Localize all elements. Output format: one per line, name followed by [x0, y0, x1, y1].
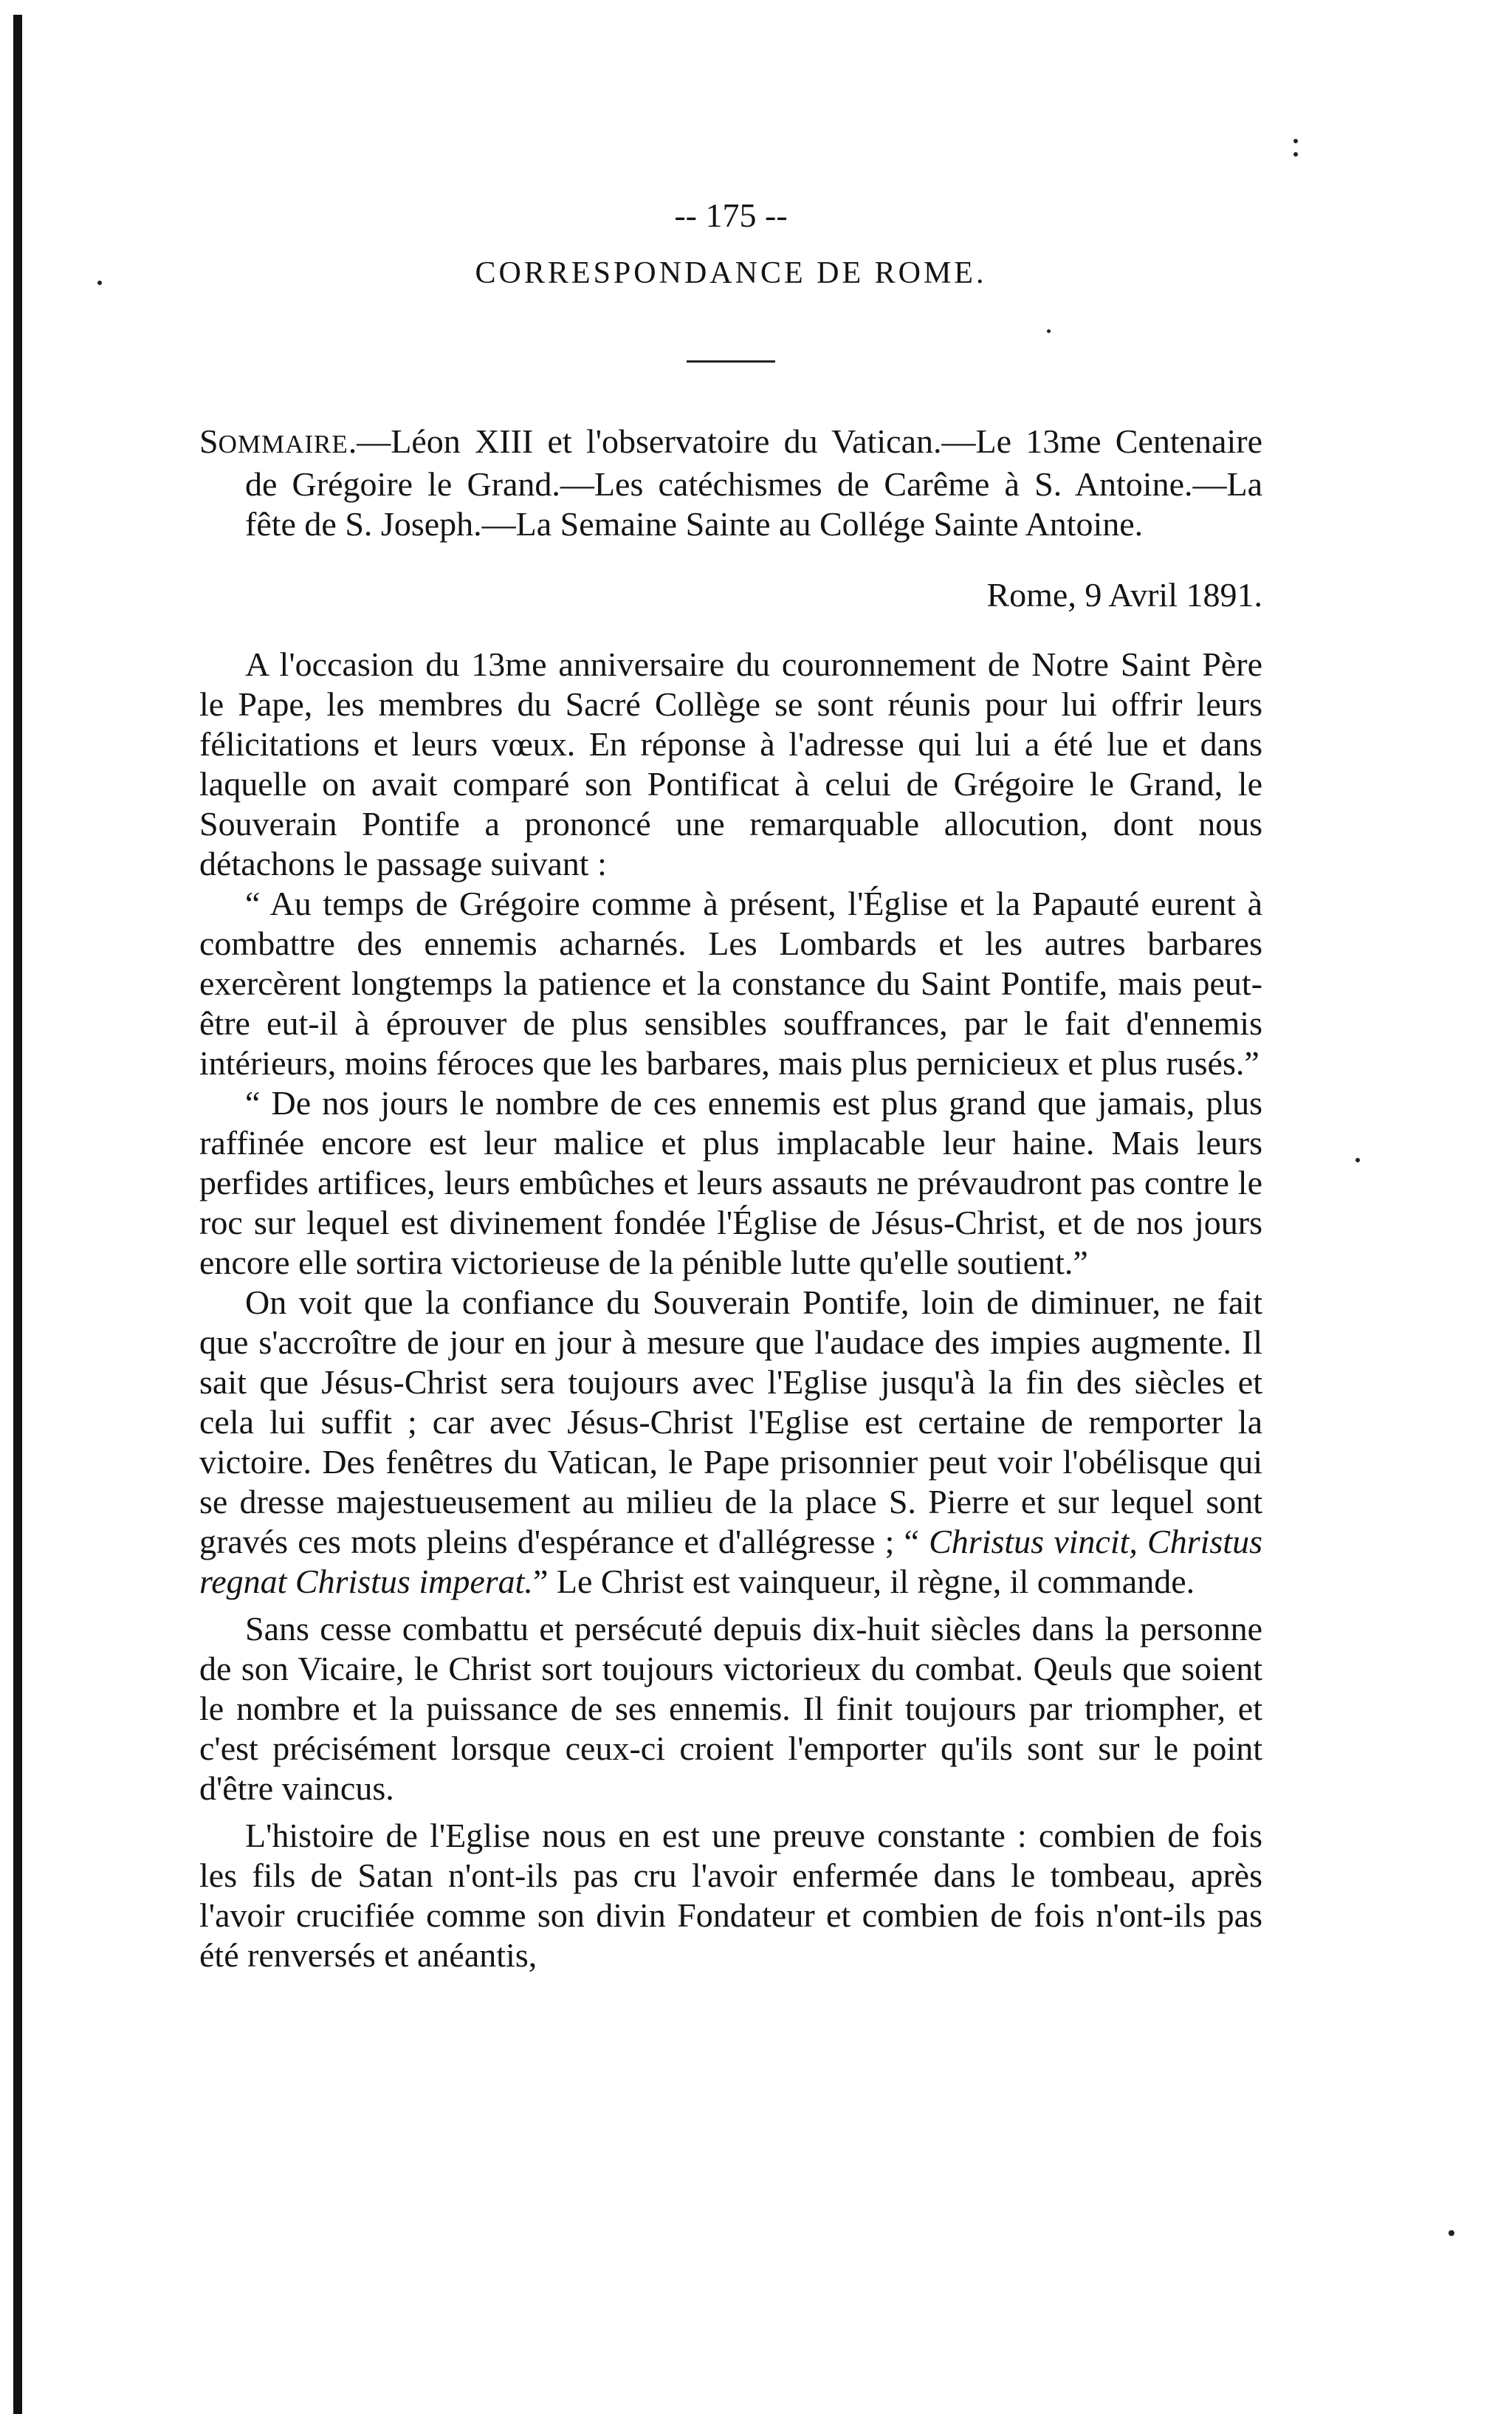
ink-speck [1293, 139, 1298, 143]
paragraph-text: On voit que la confiance du Souverain Pontife, loin de diminuer, ne fait que s'accroître de jour en jour à mesure que l'audace des impies augmente. Il sait que Jésus-Christ sera toujours avec l'Eglise jusqu'à la fin des siècles et cela lui suffit ; car avec Jésus-Christ l'Eglise est certaine de remporter la victoire. Des fenêtres du Vatican, le Pape prisonnier peut voir l'obélisque qui se dresse majestueusement au milieu de la place S. Pierre et sur lequel sont gravés ces mots pleins d'espérance et d'allégresse ; “ [199, 1283, 1262, 1560]
paragraph: Sans cesse combattu et persécuté depuis dix-huit siècles dans la personne de son Vicaire, le Christ sort toujours victorieux du combat. Qeuls que soient le nombre et la puissance de ses ennemis. Il finit toujours par triompher, et c'est précisément lorsque ceux-ci croient l'emporter qu'ils sont sur le point d'être vaincus. [199, 1610, 1262, 1807]
title-rule [687, 360, 775, 363]
paragraph [199, 1283, 1262, 1602]
summary [199, 422, 1262, 544]
paragraph: L'histoire de l'Eglise nous en est une preuve constante : combien de fois les fils de Satan n'ont-ils pas cru l'avoir enfermée dans le tombeau, après l'avoir crucifiée comme son divin Fondateur et combien de fois n'ont-ils pas été renversés et anéantis, [199, 1817, 1262, 1974]
document-page [199, 193, 1262, 1975]
latin-inscription: Christus vincit, Christus regnat Christus imperat. [199, 1523, 1262, 1600]
paragraph: A l'occasion du 13me anniversaire du couronnement de Notre Saint Père le Pape, les membres du Sacré Collège se sont réunis pour lui offrir leurs félicitations et leurs vœux. En réponse à l'adresse qui lui a été lue et dans laquelle on avait comparé son Pontificat à celui de Grégoire le Grand, le Souverain Pontife a prononcé une remarquable allocution, dont nous détachons le passage suivant : [199, 645, 1262, 882]
article-body [199, 645, 1262, 1975]
page-number: -- 175 -- [674, 196, 788, 234]
running-title: CORRESPONDANCE DE ROME. [475, 256, 987, 290]
summary-label-initial: S [199, 422, 219, 460]
ink-speck [97, 281, 102, 285]
summary-label: OMMAIRE [218, 430, 348, 459]
paragraph-text: ” Le Christ est vainqueur, il règne, il commande. [532, 1563, 1195, 1600]
ink-speck [1449, 2230, 1454, 2236]
ink-speck [1293, 152, 1298, 157]
quote-paragraph: “ Au temps de Grégoire comme à présent, l'Église et la Papauté eurent à combattre des ennemis acharnés. Les Lombards et les autres barbares exercèrent longtemps la patience et la constance du Saint Pontife, mais peut-être eut-il à éprouver de plus sensibles souffrances, par le fait d'ennemis intérieurs, moins féroces que les barbares, mais plus pernicieux et plus rusés.” [199, 885, 1262, 1082]
summary-text: .—Léon XIII et l'observatoire du Vatican.—Le 13me Centenaire de Grégoire le Grand.—Les catéchismes de Carême à S. Antoine.—La fête de S. Joseph.—La Semaine Sainte au Collége Sainte Antoine. [245, 422, 1262, 543]
ink-speck [1355, 1158, 1360, 1162]
dateline: Rome, 9 Avril 1891. [986, 576, 1262, 614]
page-binding-edge [13, 15, 22, 2414]
quote-paragraph: “ De nos jours le nombre de ces ennemis est plus grand que jamais, plus raffinée encore est leur malice et plus implacable leur haine. Mais leurs perfides artifices, leurs embûches et leurs assauts ne prévaudront pas contre le roc sur lequel est divinement fondée l'Église de Jésus-Christ, et de nos jours encore elle sortira victorieuse de la pénible lutte qu'elle soutient.” [199, 1084, 1262, 1281]
